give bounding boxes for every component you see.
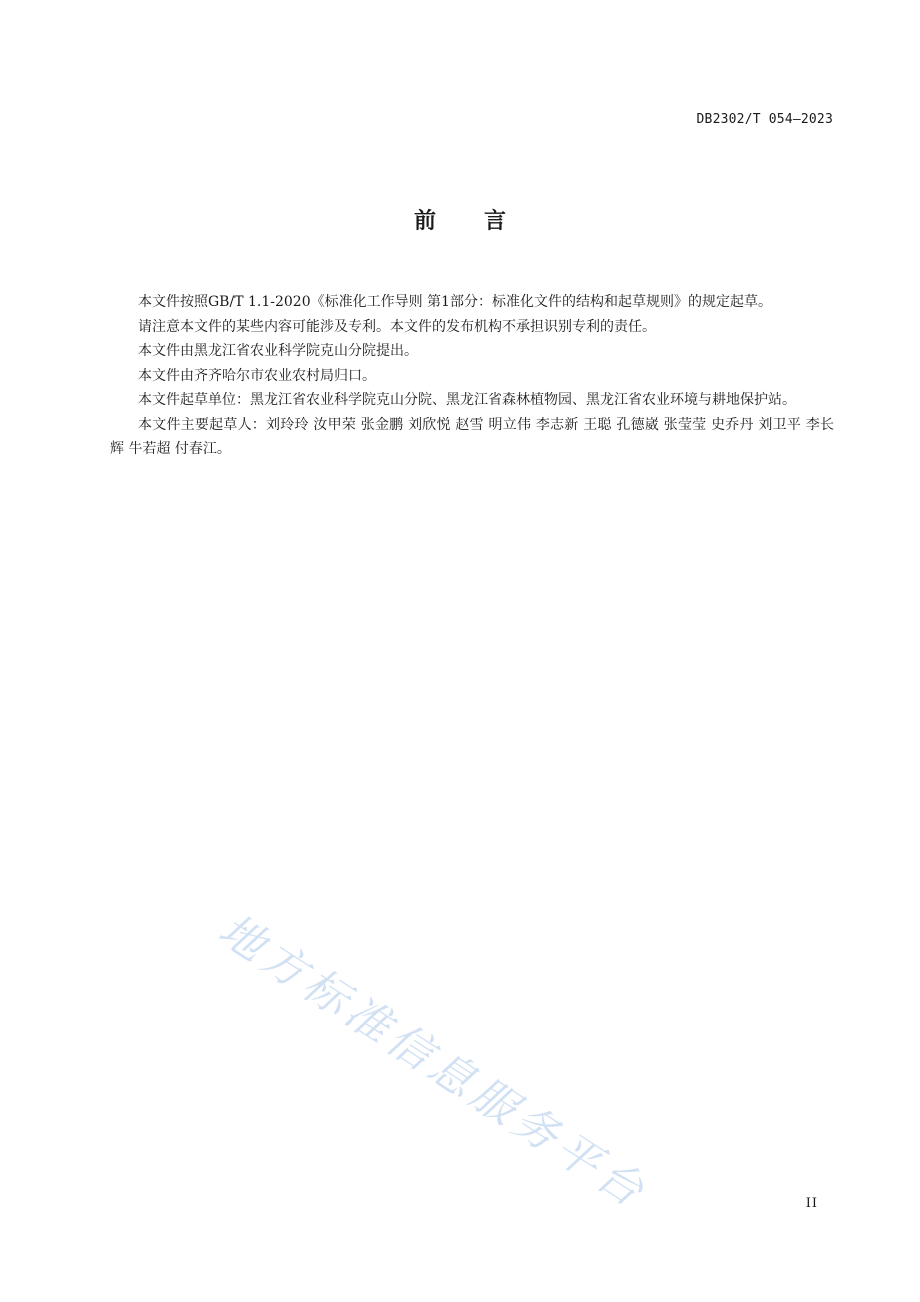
title-char-1: 前 xyxy=(413,209,436,234)
paragraph-drafters: 本文件主要起草人：刘玲玲 汝甲荣 张金鹏 刘欣悦 赵雪 明立伟 李志新 王聪 孔德崴 张莹莹 史乔丹 刘卫平 李长辉 牛若超 付春江。 xyxy=(110,416,834,457)
page-number: II xyxy=(805,1196,818,1211)
watermark: 地方标准信息服务平台 xyxy=(209,904,657,1220)
foreword-body xyxy=(110,290,834,462)
paragraph-drafting-units: 本文件起草单位：黑龙江省农业科学院克山分院、黑龙江省森林植物园、黑龙江省农业环境与耕地保护站。 xyxy=(138,392,796,408)
paragraph-patent-notice: 请注意本文件的某些内容可能涉及专利。本文件的发布机构不承担识别专利的责任。 xyxy=(138,318,656,335)
paragraph-standard-basis: 本文件按照GB/T 1.1-2020《标准化工作导则 第1部分：标准化文件的结构和起草规则》的规定起草。 xyxy=(138,294,772,310)
paragraph-proposer: 本文件由黑龙江省农业科学院克山分院提出。 xyxy=(138,343,418,359)
page-title xyxy=(0,204,920,235)
document-code: DB2302/T 054—2023 xyxy=(696,112,833,127)
title-char-2: 言 xyxy=(484,209,507,234)
paragraph-administrator: 本文件由齐齐哈尔市农业农村局归口。 xyxy=(138,367,376,384)
